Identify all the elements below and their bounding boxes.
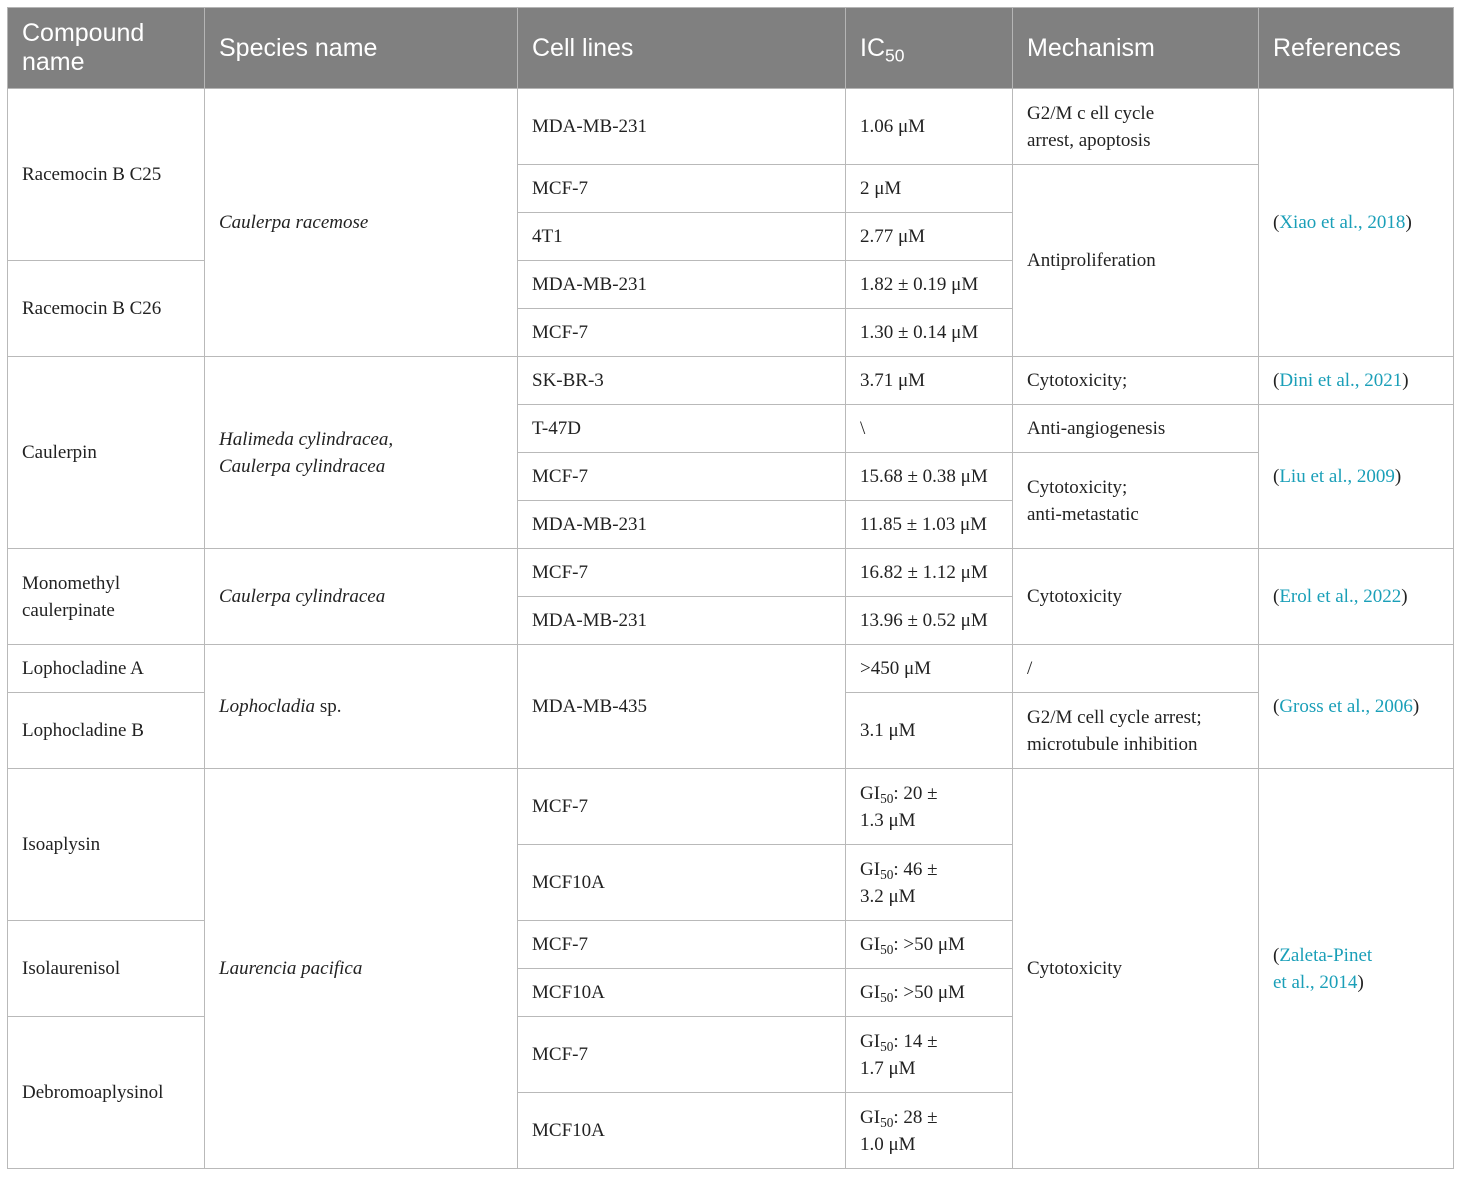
species-genus: Lophocladia: [219, 696, 316, 717]
ref-close-paren: ): [1394, 466, 1402, 487]
ref-close-paren: ): [1412, 696, 1420, 717]
species-suffix: sp.: [315, 696, 342, 717]
reference-link[interactable]: Xiao et al., 2018: [1279, 212, 1406, 233]
cell-compound: Lophocladine B: [8, 693, 205, 769]
cell-line: MCF-7: [518, 165, 846, 213]
gi-label: GI: [860, 782, 881, 804]
gi-label: GI: [860, 858, 881, 880]
cell-ic50: 1.06 μM: [846, 89, 1013, 165]
cell-mechanism: Antiproliferation: [1013, 165, 1259, 357]
cell-ic50: [846, 769, 1013, 845]
ref-close-paren: ): [1402, 370, 1409, 391]
cell-ic50: 13.96 ± 0.52 μM: [846, 597, 1013, 645]
table-row: [8, 89, 1454, 165]
cell-ic50: [846, 1093, 1013, 1169]
cell-ic50: 1.82 ± 0.19 μM: [846, 261, 1013, 309]
reference-link[interactable]: Dini et al., 2021: [1279, 370, 1403, 391]
gi-label: GI: [860, 1106, 881, 1128]
cell-mechanism: Cytotoxicity: [1013, 769, 1259, 1169]
cell-line: SK-BR-3: [518, 357, 846, 405]
reference-link[interactable]: Erol et al., 2022: [1279, 586, 1402, 607]
cell-reference: [1259, 549, 1454, 645]
cell-compound: Racemocin B C26: [8, 261, 205, 357]
cell-compound: Lophocladine A: [8, 645, 205, 693]
gi-value: : >50 μM: [893, 982, 965, 1003]
ref-open-paren: (: [1273, 370, 1280, 391]
gi-subscript: 50: [880, 1114, 894, 1130]
header-species-name: Species name: [205, 8, 518, 89]
cell-ic50: 3.1 μM: [846, 693, 1013, 769]
gi-value: : 46 ± 3.2 μM: [860, 858, 938, 907]
reference-link[interactable]: Gross et al., 2006: [1279, 696, 1413, 717]
cell-line: MCF10A: [518, 1093, 846, 1169]
cell-ic50: [846, 921, 1013, 969]
cell-reference: [1259, 405, 1454, 549]
header-cell-lines: Cell lines: [518, 8, 846, 89]
ref-close-paren: ): [1405, 212, 1412, 233]
cell-line: MDA-MB-435: [518, 645, 846, 769]
gi-subscript: 50: [880, 866, 894, 882]
cell-compound: Monomethyl caulerpinate: [8, 549, 205, 645]
gi-label: GI: [860, 982, 881, 1003]
cell-species: Caulerpa cylindracea: [205, 549, 518, 645]
cell-reference: [1259, 357, 1454, 405]
cell-reference: [1259, 769, 1454, 1169]
compounds-table: [7, 7, 1454, 1169]
gi-label: GI: [860, 1030, 881, 1052]
cell-line: MCF-7: [518, 921, 846, 969]
cell-line: 4T1: [518, 213, 846, 261]
cell-ic50: [846, 845, 1013, 921]
cell-compound: Isoaplysin: [8, 769, 205, 921]
cell-mechanism: Cytotoxicity: [1013, 549, 1259, 645]
gi-subscript: 50: [880, 989, 894, 1005]
cell-ic50: 3.71 μM: [846, 357, 1013, 405]
cell-ic50: 11.85 ± 1.03 μM: [846, 501, 1013, 549]
header-ic50-main: IC: [860, 33, 885, 62]
cell-species: [205, 645, 518, 769]
ref-open-paren: (: [1273, 696, 1280, 717]
table-body: [8, 89, 1454, 1169]
cell-line: MDA-MB-231: [518, 501, 846, 549]
cell-line: MCF-7: [518, 1017, 846, 1093]
header-row: [8, 8, 1454, 89]
ref-open-paren: (: [1273, 586, 1280, 607]
cell-mechanism: Cytotoxicity;: [1013, 357, 1259, 405]
ref-close-paren: ): [1401, 586, 1408, 607]
cell-reference: [1259, 645, 1454, 769]
ref-open-paren: (: [1273, 466, 1280, 487]
cell-ic50: [846, 1017, 1013, 1093]
gi-subscript: 50: [880, 941, 894, 957]
table-row: [8, 769, 1454, 845]
cell-line: MCF10A: [518, 845, 846, 921]
header-ic50: [846, 8, 1013, 89]
cell-species: Caulerpa racemose: [205, 89, 518, 357]
cell-mechanism: Anti-angiogenesis: [1013, 405, 1259, 453]
cell-ic50: 16.82 ± 1.12 μM: [846, 549, 1013, 597]
gi-value: : >50 μM: [893, 934, 965, 955]
cell-ic50: 2.77 μM: [846, 213, 1013, 261]
table-row: [8, 357, 1454, 405]
cell-ic50: [846, 969, 1013, 1017]
cell-line: T-47D: [518, 405, 846, 453]
table-header: [8, 8, 1454, 89]
cell-compound: Debromoaplysinol: [8, 1017, 205, 1169]
cell-line: MCF-7: [518, 453, 846, 501]
ref-open-paren: (: [1273, 944, 1280, 966]
cell-compound: Isolaurenisol: [8, 921, 205, 1017]
cell-line: MDA-MB-231: [518, 89, 846, 165]
cell-species: Laurencia pacifica: [205, 769, 518, 1169]
cell-species: Halimeda cylindracea, Caulerpa cylindracea: [205, 357, 518, 549]
cell-ic50: 15.68 ± 0.38 μM: [846, 453, 1013, 501]
cell-line: MCF10A: [518, 969, 846, 1017]
header-references: References: [1259, 8, 1454, 89]
cell-line: MDA-MB-231: [518, 597, 846, 645]
cell-line: MDA-MB-231: [518, 261, 846, 309]
gi-value: : 28 ± 1.0 μM: [860, 1106, 938, 1155]
cell-ic50: 2 μM: [846, 165, 1013, 213]
cell-mechanism: Cytotoxicity; anti-metastatic: [1013, 453, 1259, 549]
table-row: [8, 549, 1454, 597]
reference-link[interactable]: Liu et al., 2009: [1279, 466, 1395, 487]
cell-line: MCF-7: [518, 549, 846, 597]
cell-ic50: 1.30 ± 0.14 μM: [846, 309, 1013, 357]
gi-label: GI: [860, 934, 881, 955]
cell-mechanism: G2/M cell cycle arrest; microtubule inhibition: [1013, 693, 1259, 769]
table-row: [8, 645, 1454, 693]
ref-open-paren: (: [1273, 212, 1280, 233]
reference-link[interactable]: Zaleta-Pinet et al., 2014: [1273, 944, 1373, 993]
cell-line: MCF-7: [518, 769, 846, 845]
gi-subscript: 50: [880, 1038, 894, 1054]
ref-close-paren: ): [1357, 971, 1364, 993]
cell-compound: Racemocin B C25: [8, 89, 205, 261]
header-compound-name: Compound name: [8, 8, 205, 89]
cell-mechanism: G2/M c ell cycle arrest, apoptosis: [1013, 89, 1259, 165]
gi-subscript: 50: [880, 790, 894, 806]
cell-reference: [1259, 89, 1454, 357]
header-mechanism: Mechanism: [1013, 8, 1259, 89]
cell-line: MCF-7: [518, 309, 846, 357]
gi-value: : 14 ± 1.7 μM: [860, 1030, 938, 1079]
gi-value: : 20 ± 1.3 μM: [860, 782, 938, 831]
cell-mechanism: /: [1013, 645, 1259, 693]
header-ic50-subscript: 50: [885, 44, 905, 65]
cell-ic50: \: [846, 405, 1013, 453]
cell-compound: Caulerpin: [8, 357, 205, 549]
cell-ic50: >450 μM: [846, 645, 1013, 693]
